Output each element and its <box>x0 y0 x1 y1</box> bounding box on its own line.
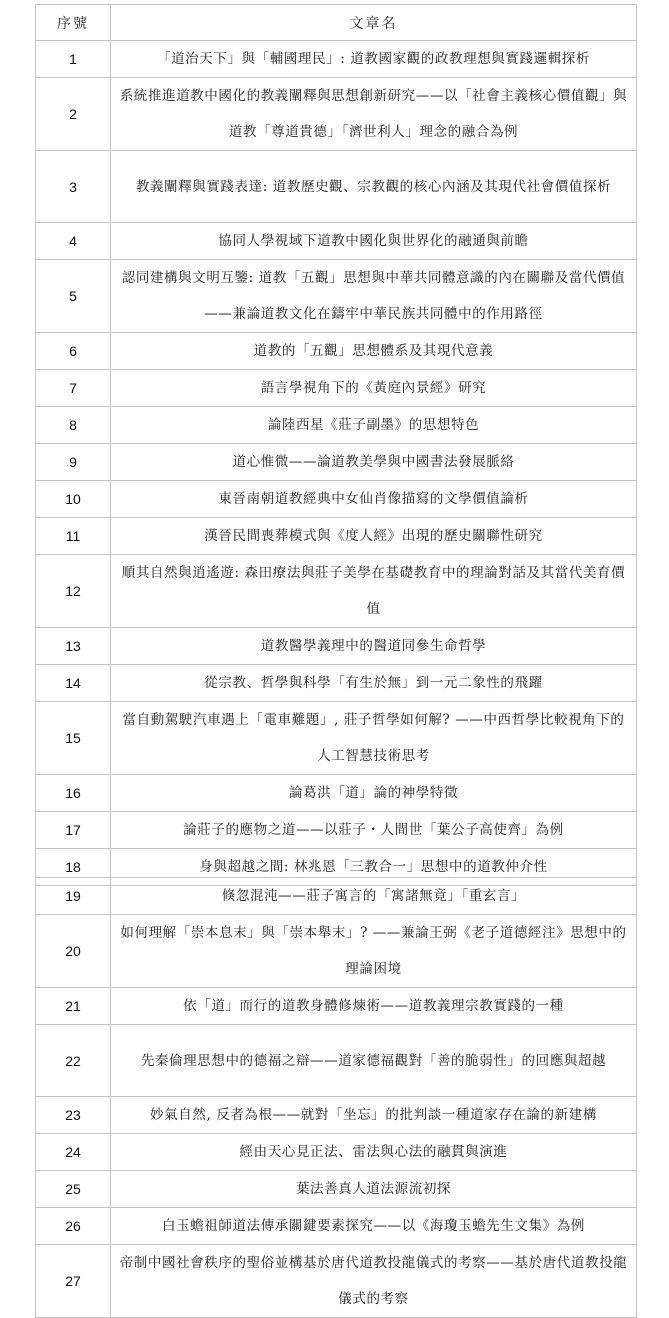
table-row <box>36 628 637 665</box>
table-row <box>36 41 637 78</box>
row-number: 4 <box>36 223 111 260</box>
table-row <box>36 518 637 555</box>
table-row <box>36 260 637 333</box>
row-number: 7 <box>36 370 111 407</box>
row-number: 25 <box>36 1171 111 1208</box>
table-row <box>36 1025 637 1097</box>
row-number: 2 <box>36 78 111 151</box>
table-row <box>36 702 637 775</box>
row-number: 15 <box>36 702 111 775</box>
article-title: 白玉蟾祖師道法傳承關鍵要素探究——以《海瓊玉蟾先生文集》為例 <box>111 1208 637 1245</box>
article-title: 「道治天下」與「輔國理民」: 道教國家觀的政教理想與實踐邏輯探析 <box>111 41 637 78</box>
row-number: 12 <box>36 555 111 628</box>
table-row <box>36 1208 637 1245</box>
row-number: 20 <box>36 915 111 988</box>
row-number: 27 <box>36 1245 111 1318</box>
row-number: 23 <box>36 1097 111 1134</box>
article-title: 妙氣自然, 反者為根——就對「坐忘」的批判談一種道家存在論的新建構 <box>111 1097 637 1134</box>
table-row <box>36 444 637 481</box>
article-title: 依「道」而行的道教身體修煉術——道教義理宗教實踐的一種 <box>111 988 637 1025</box>
article-table-part-1 <box>35 4 637 886</box>
article-title: 經由天心見正法、雷法與心法的融貫與演進 <box>111 1134 637 1171</box>
article-title: 漢晉民間喪葬模式與《度人經》出現的歷史關聯性研究 <box>111 518 637 555</box>
table-row <box>36 223 637 260</box>
article-title: 身與超越之間: 林兆恩「三教合一」思想中的道教仲介性 <box>111 849 637 886</box>
table-row <box>36 481 637 518</box>
table-row <box>36 988 637 1025</box>
row-number: 17 <box>36 812 111 849</box>
row-number: 13 <box>36 628 111 665</box>
row-number: 6 <box>36 333 111 370</box>
article-title: 認同建構與文明互鑒: 道教「五觀」思想與中華共同體意識的內在關聯及當代價值——兼論道教文化在鑄牢中華民族共同體中的作用路徑 <box>111 260 637 333</box>
article-title: 語言學視角下的《黃庭內景經》研究 <box>111 370 637 407</box>
row-number: 26 <box>36 1208 111 1245</box>
row-number: 10 <box>36 481 111 518</box>
table-row <box>36 1171 637 1208</box>
column-header-title: 文章名 <box>111 5 637 41</box>
article-title: 順其自然與逍遙遊: 森田療法與莊子美學在基礎教育中的理論對話及其當代美育價值 <box>111 555 637 628</box>
article-table-part-2 <box>35 877 637 1318</box>
article-title: 當自動駕駛汽車遇上「電車難題」, 莊子哲學如何解? ——中西哲學比較視角下的人工智慧技術思考 <box>111 702 637 775</box>
article-title: 協同人學視域下道教中國化與世界化的融通與前瞻 <box>111 223 637 260</box>
row-number: 3 <box>36 151 111 223</box>
row-number: 5 <box>36 260 111 333</box>
article-title: 道教醫學義理中的醫道同參生命哲學 <box>111 628 637 665</box>
row-number: 8 <box>36 407 111 444</box>
row-number: 11 <box>36 518 111 555</box>
table-row <box>36 407 637 444</box>
article-title: 東晉南朝道教經典中女仙肖像描寫的文學價值論析 <box>111 481 637 518</box>
article-title: 倏忽混沌——莊子寓言的「寓諸無竟」「重玄言」 <box>111 878 637 915</box>
table-row <box>36 775 637 812</box>
article-title: 先秦倫理思想中的德福之辯——道家德福觀對「善的脆弱性」的回應與超越 <box>111 1025 637 1097</box>
table-row <box>36 915 637 988</box>
column-header-number: 序號 <box>36 5 111 41</box>
article-title: 道教的「五觀」思想體系及其現代意義 <box>111 333 637 370</box>
row-number: 14 <box>36 665 111 702</box>
article-title: 葉法善真人道法源流初探 <box>111 1171 637 1208</box>
article-title: 系統推進道教中國化的教義闡釋與思想創新研究——以「社會主義核心價值觀」與道教「尊道貴德」「濟世利人」理念的融合為例 <box>111 78 637 151</box>
row-number: 22 <box>36 1025 111 1097</box>
row-number: 18 <box>36 849 111 886</box>
row-number: 16 <box>36 775 111 812</box>
table-row <box>36 665 637 702</box>
article-title: 從宗教、哲學與科學「有生於無」到一元二象性的飛躍 <box>111 665 637 702</box>
table-row <box>36 1245 637 1318</box>
row-number: 9 <box>36 444 111 481</box>
table-row <box>36 78 637 151</box>
table-header-row <box>36 5 637 41</box>
table-row <box>36 812 637 849</box>
table-row <box>36 555 637 628</box>
article-title: 論莊子的應物之道——以莊子・人間世「葉公子高使齊」為例 <box>111 812 637 849</box>
table-row <box>36 878 637 915</box>
row-number: 1 <box>36 41 111 78</box>
table-row <box>36 1134 637 1171</box>
table-row <box>36 333 637 370</box>
table-row <box>36 370 637 407</box>
row-number: 19 <box>36 878 111 915</box>
article-title: 道心惟微——論道教美學與中國書法發展脈絡 <box>111 444 637 481</box>
table-row <box>36 1097 637 1134</box>
article-title: 論陸西星《莊子副墨》的思想特色 <box>111 407 637 444</box>
row-number: 21 <box>36 988 111 1025</box>
article-title: 如何理解「崇本息末」與「崇本舉末」? ——兼論王弼《老子道德經注》思想中的理論困境 <box>111 915 637 988</box>
article-title: 論葛洪「道」論的神學特徵 <box>111 775 637 812</box>
row-number: 24 <box>36 1134 111 1171</box>
article-title: 帝制中國社會秩序的聖俗並構基於唐代道教投龍儀式的考察——基於唐代道教投龍儀式的考察 <box>111 1245 637 1318</box>
article-title: 教義闡釋與實踐表達: 道教歷史觀、宗教觀的核心內涵及其現代社會價值探析 <box>111 151 637 223</box>
table-row <box>36 151 637 223</box>
